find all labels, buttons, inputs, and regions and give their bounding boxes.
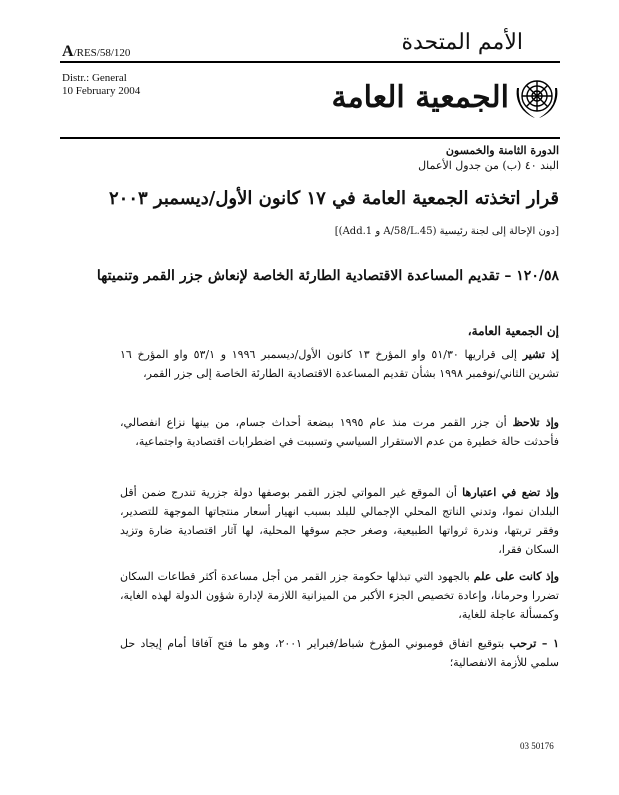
- document-symbol-number: /RES/58/120: [73, 47, 131, 59]
- paragraph-keyword: ١ – ترحب: [509, 637, 559, 650]
- referral-note: [دون الإحالة إلى لجنة رئيسية (A/58/L.45 و Add.1)]: [334, 226, 559, 237]
- document-job-number: 03 50176: [520, 741, 554, 751]
- paragraph-recalling: [120, 345, 559, 383]
- distribution-text: Distr.: General: [62, 72, 127, 84]
- opening-line: إن الجمعية العامة،: [467, 324, 559, 338]
- distribution-block: [62, 72, 140, 98]
- paragraph-keyword: إذ تشير: [522, 348, 559, 361]
- session-info: [418, 143, 559, 173]
- operative-paragraph-1: [120, 634, 559, 672]
- general-assembly-title: الجمعية العامة: [331, 80, 509, 115]
- top-divider: [60, 61, 560, 63]
- session-number: الدورة الثامنة والخمسون: [445, 144, 559, 157]
- paragraph-text: إلى قراريها ٥١/٣٠ واو المؤرخ ١٣ كانون الأول/ديسمبر ١٩٩٦ و ٥٣/١ واو المؤرخ ١٦ تشرين الثاني/نوفمبر ١٩٩٨ بشأن تقديم المساعدة الاقتصادية الطارئة الخاصة إلى جزر القمر،: [120, 348, 559, 380]
- paragraph-aware: [120, 567, 559, 624]
- agenda-item: البند ٤٠ (ب) من جدول الأعمال: [418, 159, 559, 172]
- paragraph-text: بتوقيع اتفاق فومبوني المؤرخ شباط/فبراير ٢٠٠١، وهو ما فتح آفاقا أمام إيجاد حل سلمي للأزمة الانفصالية؛: [120, 637, 559, 669]
- document-symbol: [62, 43, 130, 61]
- document-symbol-prefix: A: [62, 43, 74, 60]
- paragraph-text: أن جزر القمر مرت منذ عام ١٩٩٥ ببضعة أحداث جسام، من بينها نزاع انفصالي، فأحدثت حالة خطيرة من عدم الاستقرار السياسي وتسببت في اضطرابات اقتصادية واجتماعية،: [120, 416, 559, 448]
- united-nations-label: الأمم المتحدة: [401, 30, 523, 55]
- paragraph-text: بالجهود التي تبذلها حكومة جزر القمر من أجل مساعدة أكثر قطاعات السكان تضررا وحرمانا، وإعادة تخصيص الجزء الأكبر من الميزانية اللازمة لإدارة شؤون الدولة لهذه الغاية، وكمسألة عاجلة للغاية،: [120, 570, 559, 621]
- paragraph-bearing-in-mind: [120, 483, 559, 559]
- paragraph-noting: [120, 413, 559, 451]
- un-emblem-icon: [513, 74, 561, 122]
- header-divider: [60, 137, 560, 139]
- paragraph-keyword: وإذ تلاحظ: [512, 416, 559, 429]
- paragraph-text: أن الموقع غير المواتي لجزر القمر بوصفها دولة جزرية تندرج ضمن أقل البلدان نموا، وتدني الناتج المحلي الإجمالي للبلد بسبب انهيار أسعار منتجاتها الموجهة للتصدير، وفقر تربتها، وندرة ثرواتها الطبيعية، وصغر حجم سوقها المحلية، لها آثار اقتصادية ضارة وتزيد السكان فقرا،: [120, 486, 559, 556]
- resolution-heading: ١٢٠/٥٨ – تقديم المساعدة الاقتصادية الطارئة الخاصة لإنعاش جزر القمر وتنميتها: [96, 268, 559, 284]
- paragraph-keyword: وإذ كانت على علم: [473, 570, 560, 583]
- paragraph-keyword: وإذ تضع في اعتبارها: [462, 486, 559, 499]
- document-date: 10 February 2004: [62, 85, 141, 97]
- resolution-title: قرار اتخذته الجمعية العامة في ١٧ كانون الأول/ديسمبر ٢٠٠٣: [108, 188, 559, 209]
